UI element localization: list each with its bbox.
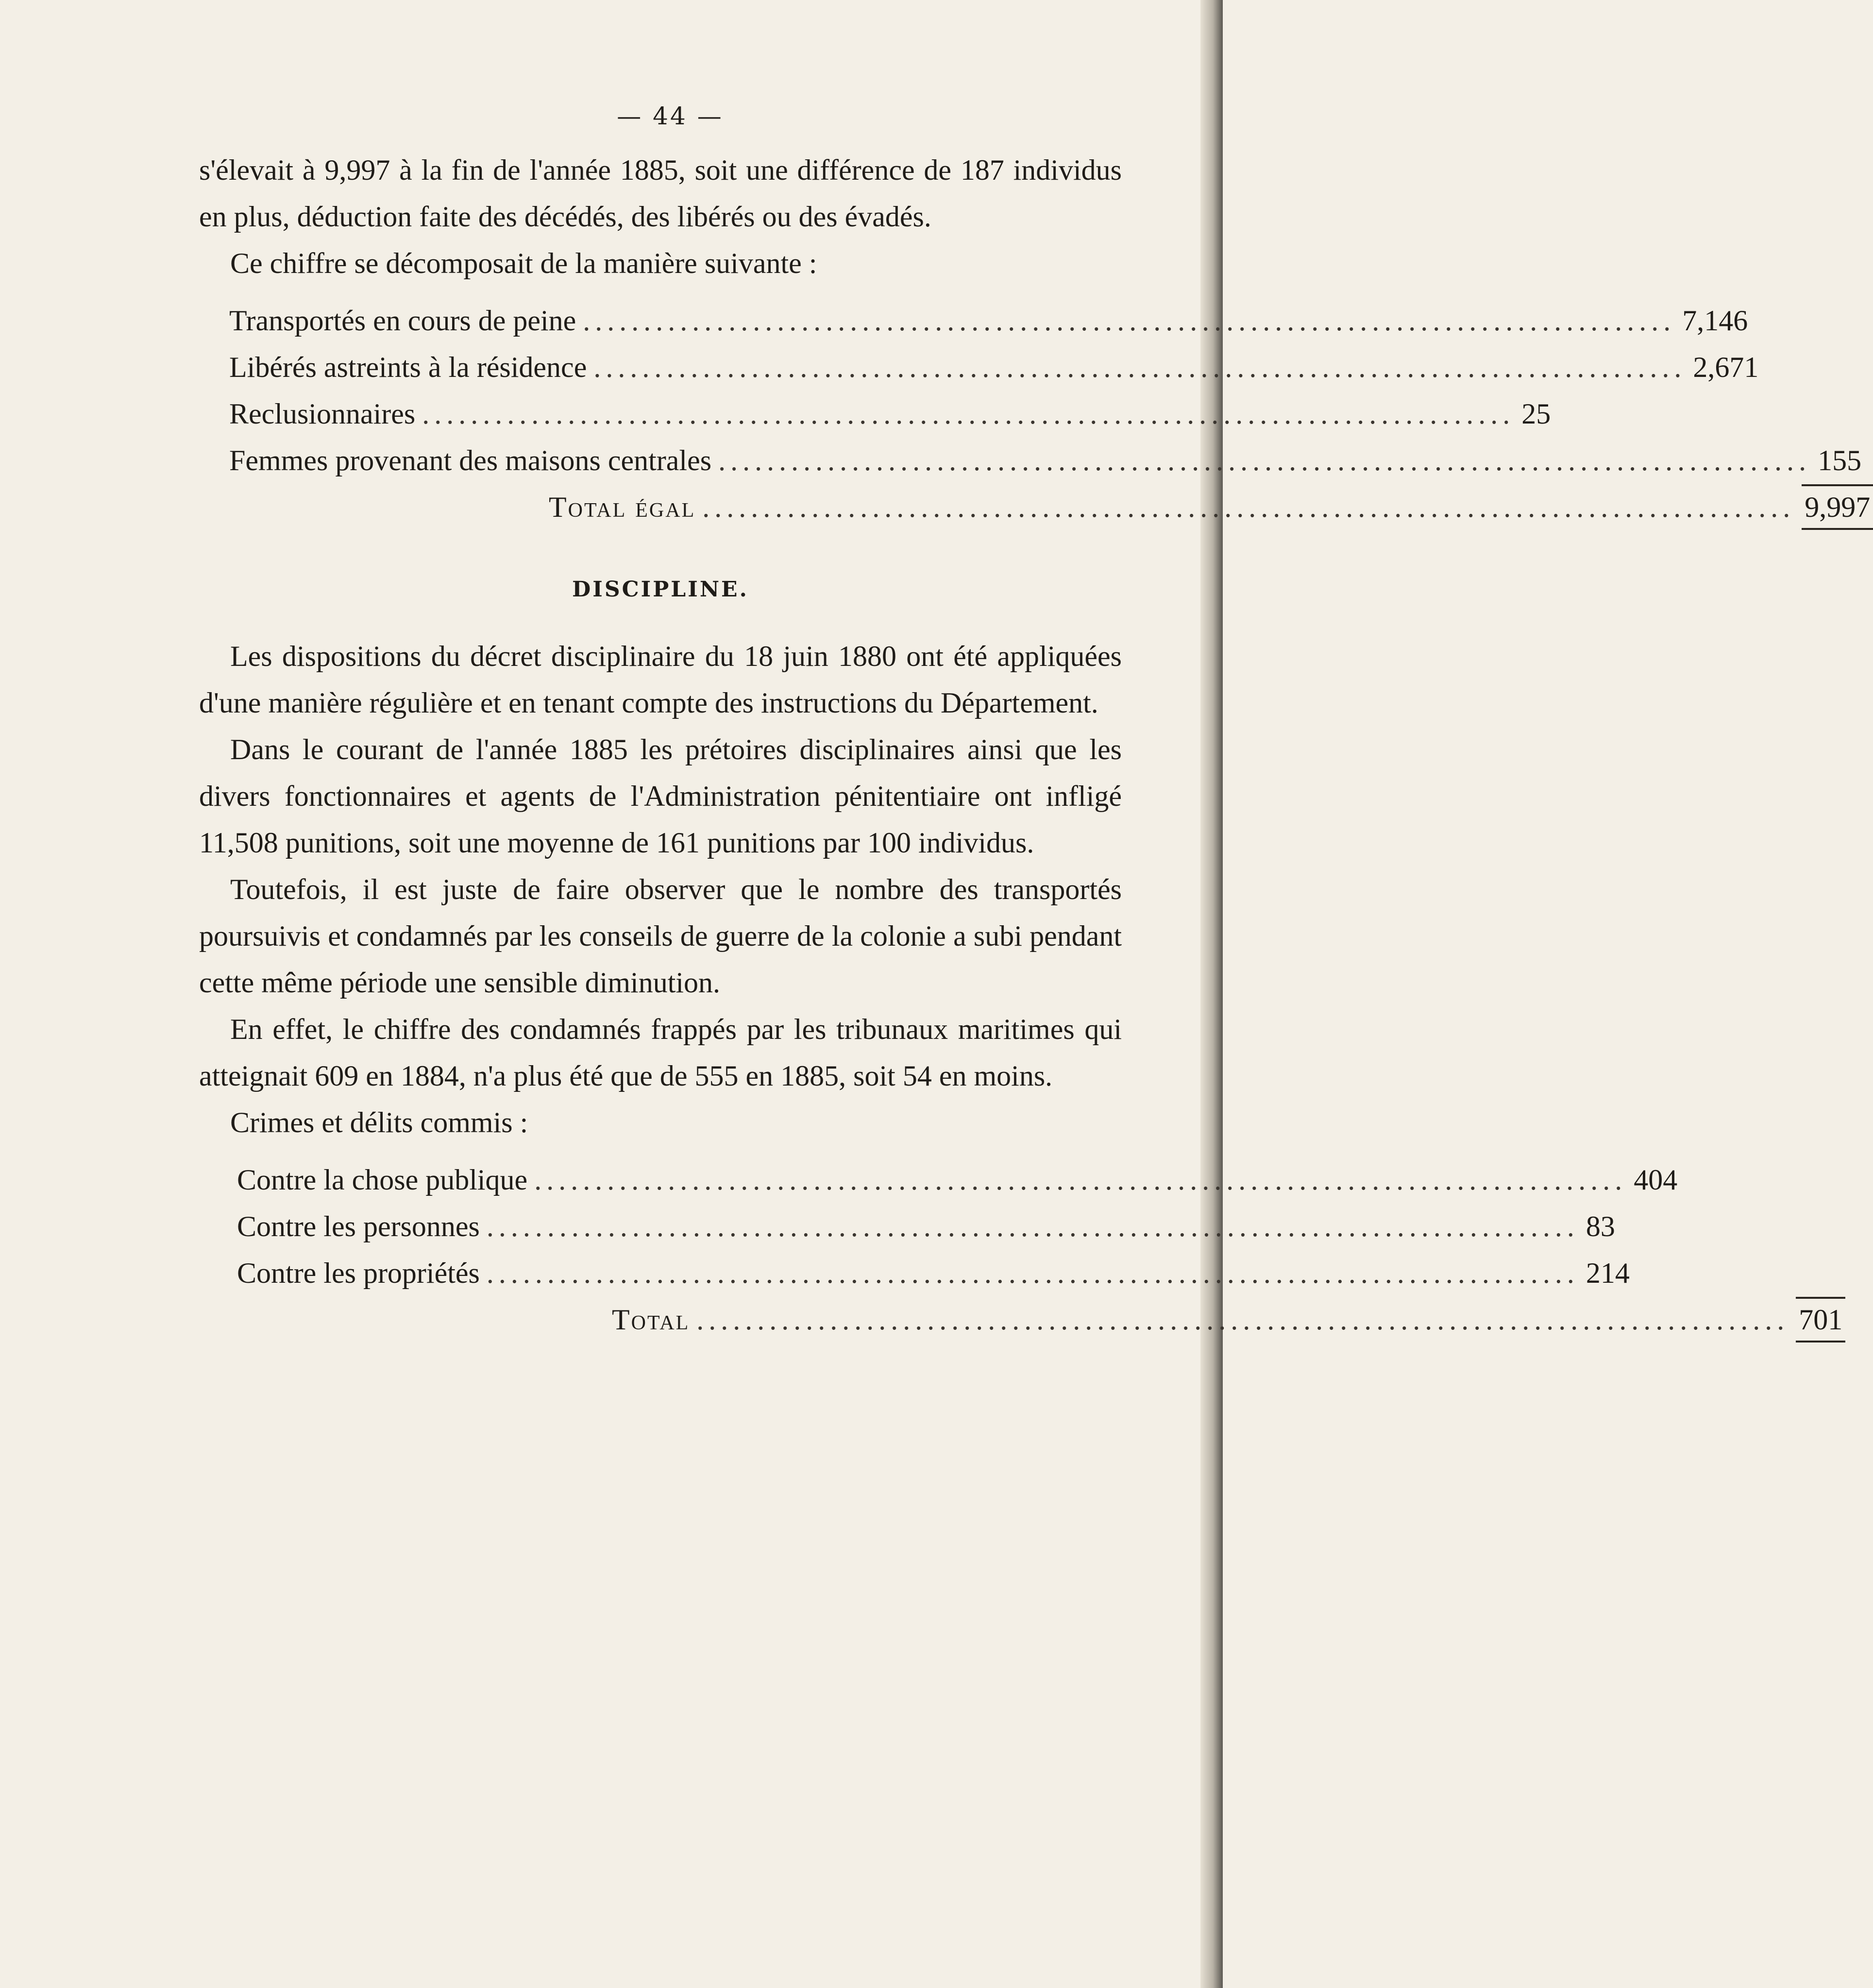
row-value: 404	[1634, 1164, 1678, 1196]
page-number: — 44 —	[617, 102, 724, 130]
leader-dots: ..........................................................................................	[583, 305, 1676, 337]
total-value: 701	[1796, 1297, 1845, 1342]
row-value: 155	[1818, 444, 1862, 476]
paragraph: Crimes et délits commis :	[230, 1106, 528, 1138]
leader-dots: ..........................................................................................	[718, 444, 1811, 476]
table-row	[199, 297, 1748, 344]
crimes-table	[199, 1156, 1843, 1343]
row-label: Reclusionnaires	[229, 398, 416, 430]
paragraph: Dans le courant de l'année 1885 les prétoires disciplinaires ainsi que les divers fonctionnaires et agents de l'Administration pénitentiaire ont infligé 11,508 punitions, soit une moyenne de 161 punitions par 100 individus.	[199, 733, 1122, 859]
row-value: 214	[1586, 1257, 1630, 1289]
total-label: Total	[612, 1304, 690, 1336]
row-label: Contre la chose publique	[237, 1164, 528, 1196]
row-value: 25	[1521, 398, 1551, 430]
table-row	[199, 1156, 1678, 1203]
total-value-cell	[1802, 484, 1873, 530]
page-body	[199, 102, 1871, 1352]
row-value: 2,671	[1693, 351, 1759, 383]
table-row	[199, 344, 1759, 391]
leader-dots: ..........................................................................................	[593, 351, 1687, 383]
row-label: Transportés en cours de peine	[229, 305, 576, 337]
total-row	[199, 484, 1871, 530]
total-row	[199, 1296, 1843, 1343]
total-value-cell	[1796, 1296, 1845, 1343]
leader-dots: ..........................................................................................	[534, 1164, 1627, 1196]
table-row	[199, 1203, 1615, 1250]
total-value: 9,997	[1802, 484, 1873, 530]
row-value: 7,146	[1682, 305, 1748, 337]
row-label: Contre les propriétés	[237, 1257, 480, 1289]
row-label: Contre les personnes	[237, 1210, 480, 1242]
leader-dots: ..........................................................................................	[422, 398, 1515, 430]
table-row	[199, 437, 1862, 484]
leader-dots: ..........................................................................................	[696, 1304, 1789, 1336]
population-table	[199, 297, 1871, 530]
row-value: 83	[1586, 1210, 1615, 1242]
paragraph: Les dispositions du décret disciplinaire du 18 juin 1880 ont été appliquées d'une manière régulière et en tenant compte des instructions du Département.	[199, 640, 1122, 719]
leader-dots: ..........................................................................................	[486, 1210, 1579, 1242]
row-label: Libérés astreints à la résidence	[229, 351, 587, 383]
section-heading: DISCIPLINE.	[572, 577, 749, 602]
leader-dots: ..........................................................................................	[486, 1257, 1579, 1289]
paragraph: Toutefois, il est juste de faire observer que le nombre des transportés poursuivis et condamnés par les conseils de guerre de la colonie a subi pendant cette même période une sensible diminution.	[199, 873, 1122, 999]
intro-paragraph: s'élevait à 9,997 à la fin de l'année 1885, soit une différence de 187 individus en plus, déduction faite des décédés, des libérés ou des évadés.	[199, 154, 1122, 233]
paragraph: En effet, le chiffre des condamnés frappés par les tribunaux maritimes qui atteignait 609 en 1884, n'a plus été que de 555 en 1885, soit 54 en moins.	[199, 1013, 1122, 1092]
row-label: Femmes provenant des maisons centrales	[229, 444, 712, 476]
total-label: Total égal	[549, 491, 696, 523]
breakdown-paragraph: Ce chiffre se décomposait de la manière suivante :	[230, 247, 817, 279]
table-row	[199, 391, 1551, 437]
leader-dots: ..........................................................................................	[702, 491, 1795, 523]
table-row	[199, 1250, 1630, 1296]
